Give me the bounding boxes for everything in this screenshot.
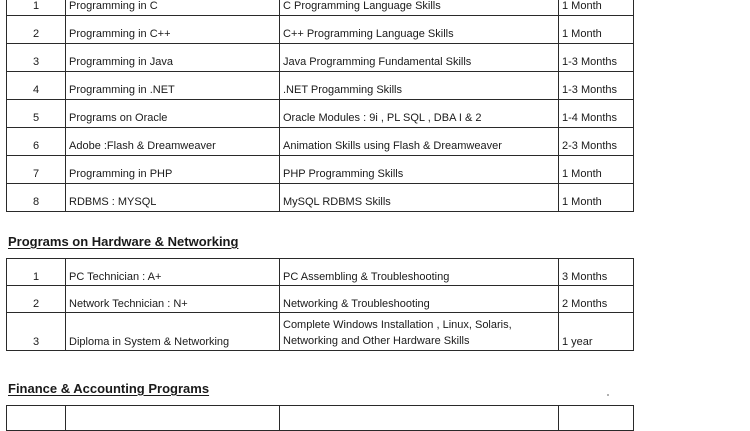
skills-description: Animation Skills using Flash & Dreamweaver <box>280 128 559 156</box>
table-cell <box>280 406 559 431</box>
table-row <box>7 0 634 16</box>
program-name: Programming in .NET <box>66 72 280 100</box>
program-name: PC Technician : A+ <box>66 259 280 286</box>
skills-description: C++ Programming Language Skills <box>280 16 559 44</box>
section-heading-finance-accounting: Finance & Accounting Programs <box>8 381 210 396</box>
skills-description: PC Assembling & Troubleshooting <box>280 259 559 286</box>
program-name: Programming in PHP <box>66 156 280 184</box>
finance-accounting-table <box>6 405 634 431</box>
serial-number: 2 <box>7 286 66 313</box>
table-row <box>7 100 634 128</box>
table-row <box>7 286 634 313</box>
table-row <box>7 72 634 100</box>
table-row <box>7 313 634 351</box>
serial-number: 1 <box>7 0 66 16</box>
table-row <box>7 406 634 431</box>
skills-description: MySQL RDBMS Skills <box>280 184 559 212</box>
serial-number: 5 <box>7 100 66 128</box>
program-name: Programming in C <box>66 0 280 16</box>
software-programs-table <box>6 0 634 212</box>
section-heading-hardware-networking: Programs on Hardware & Networking <box>8 234 239 249</box>
serial-number: 6 <box>7 128 66 156</box>
serial-number: 1 <box>7 259 66 286</box>
scan-speck <box>607 394 609 396</box>
table-cell <box>559 406 634 431</box>
duration: 1 Month <box>559 184 634 212</box>
serial-number: 3 <box>7 44 66 72</box>
table-row <box>7 259 634 286</box>
duration: 1-4 Months <box>559 100 634 128</box>
table-row <box>7 184 634 212</box>
skills-description: PHP Programming Skills <box>280 156 559 184</box>
program-name: Programs on Oracle <box>66 100 280 128</box>
program-name: Network Technician : N+ <box>66 286 280 313</box>
skills-description: Networking & Troubleshooting <box>280 286 559 313</box>
table-cell <box>66 406 280 431</box>
serial-number: 4 <box>7 72 66 100</box>
table-cell <box>7 406 66 431</box>
program-name: Diploma in System & Networking <box>66 313 280 351</box>
skills-description: .NET Progamming Skills <box>280 72 559 100</box>
duration: 3 Months <box>559 259 634 286</box>
duration: 2 Months <box>559 286 634 313</box>
duration: 1 Month <box>559 16 634 44</box>
skills-description: C Programming Language Skills <box>280 0 559 16</box>
table-row <box>7 156 634 184</box>
skills-line: Complete Windows Installation , Linux, Solaris, <box>283 319 512 331</box>
serial-number: 7 <box>7 156 66 184</box>
serial-number: 2 <box>7 16 66 44</box>
serial-number: 8 <box>7 184 66 212</box>
duration: 1 year <box>559 313 634 351</box>
hardware-networking-table <box>6 258 634 351</box>
program-name: Programming in Java <box>66 44 280 72</box>
skills-line: Networking and Other Hardware Skills <box>283 335 470 347</box>
table-row <box>7 128 634 156</box>
table-row <box>7 44 634 72</box>
skills-description: Java Programming Fundamental Skills <box>280 44 559 72</box>
duration: 1 Month <box>559 0 634 16</box>
skills-description: Oracle Modules : 9i , PL SQL , DBA I & 2 <box>280 100 559 128</box>
duration: 2-3 Months <box>559 128 634 156</box>
duration: 1-3 Months <box>559 72 634 100</box>
program-name: RDBMS : MYSQL <box>66 184 280 212</box>
duration: 1 Month <box>559 156 634 184</box>
serial-number: 3 <box>7 313 66 351</box>
table-row <box>7 16 634 44</box>
program-name: Adobe :Flash & Dreamweaver <box>66 128 280 156</box>
skills-description <box>280 313 559 351</box>
program-name: Programming in C++ <box>66 16 280 44</box>
duration: 1-3 Months <box>559 44 634 72</box>
